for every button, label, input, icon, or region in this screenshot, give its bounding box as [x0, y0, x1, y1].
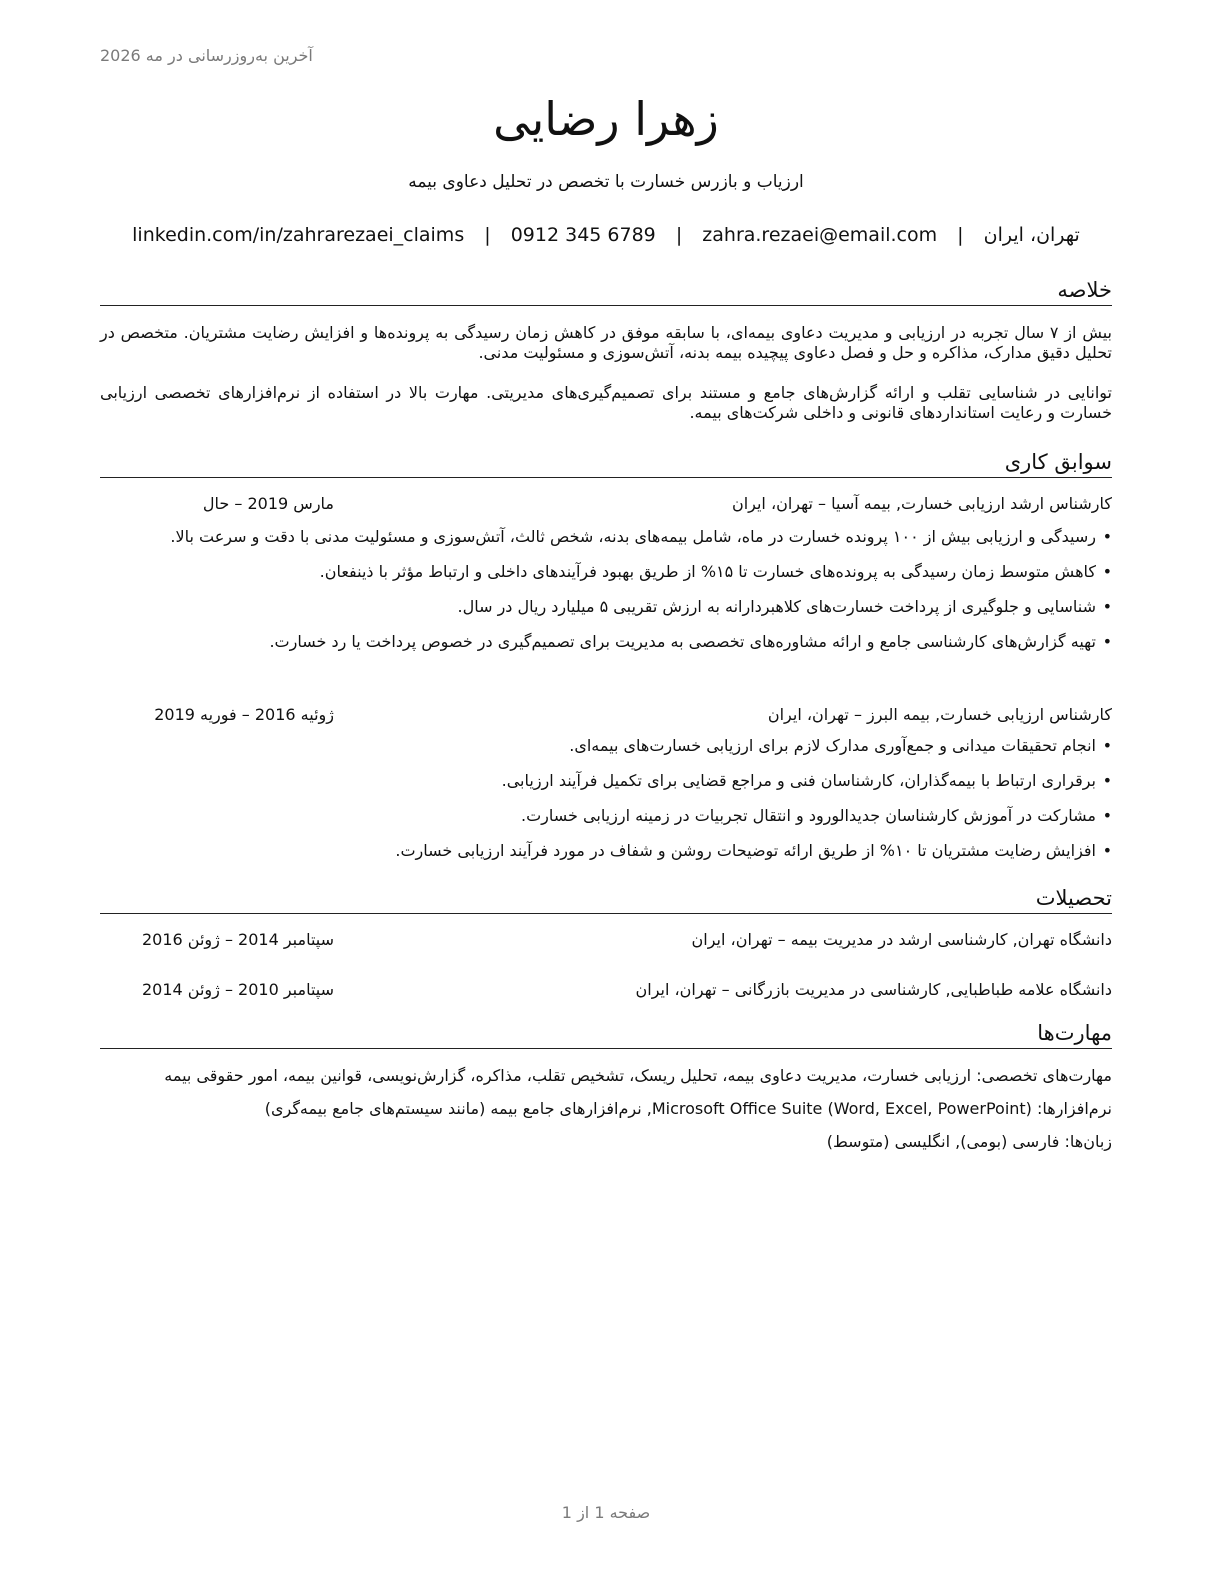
list-item: • شناسایی و جلوگیری از پرداخت خسارت‌های کلاهبردارانه به ارزش تقریبی ۵ میلیارد ریال در سال.	[100, 597, 1112, 617]
education-org: دانشگاه تهران, کارشناسی ارشد در مدیریت بیمه – تهران، ایران	[691, 930, 1112, 949]
job-bullets	[100, 527, 1112, 667]
skills-line-specialized: مهارت‌های تخصصی: ارزیابی خسارت، مدیریت دعاوی بیمه، تحلیل ریسک، تشخیص تقلب، مذاکره، گزارش‌نویسی، قوانین بیمه، امور حقوقی بیمه	[164, 1066, 1112, 1085]
list-item: • کاهش متوسط زمان رسیدگی به پرونده‌های خسارت تا ۱۵% از طریق بهبود فرآیندهای داخلی و ارتباط مؤثر با ذینفعان.	[100, 562, 1112, 582]
person-name: زهرا رضایی	[493, 92, 719, 146]
contact-separator: |	[957, 224, 964, 246]
job-row	[100, 705, 1112, 727]
job-bullets	[100, 736, 1112, 876]
job-org: کارشناس ارشد ارزیابی خسارت, بیمه آسیا – تهران، ایران	[731, 494, 1112, 513]
job-row	[100, 494, 1112, 516]
skills-list	[100, 1066, 1112, 1165]
contact-separator: |	[675, 224, 683, 246]
education-row	[100, 930, 1112, 952]
job-date: مارس 2019 – حال	[202, 494, 334, 513]
last-updated-note: آخرین به‌روزرسانی در مه 2026	[100, 46, 313, 65]
list-item: • مشارکت در آموزش کارشناسان جدیدالورود و انتقال تجربیات در زمینه ارزیابی خسارت.	[100, 806, 1112, 826]
summary-paragraph-2: توانایی در شناسایی تقلب و ارائه گزارش‌های جامع و مستند برای تصمیم‌گیری‌های مدیریتی. مهارت بالا در استفاده از نرم‌افزارهای تخصصی ارزیابی خسارت و رعایت استانداردهای قانونی و داخلی شرکت‌های بیمه.	[100, 383, 1112, 422]
skills-line-software: نرم‌افزارها: Microsoft Office Suite (Word, Excel, PowerPoint), نرم‌افزارهای جامع بیمه (مانند سیستم‌های جامع بیمه‌گری)	[264, 1099, 1112, 1118]
summary-heading: خلاصه	[100, 277, 1112, 306]
list-item: • تهیه گزارش‌های کارشناسی جامع و ارائه مشاوره‌های تخصصی به مدیریت برای تصمیم‌گیری در خصوص پرداخت یا رد خسارت.	[100, 632, 1112, 652]
page-number: صفحه 1 از 1	[561, 1503, 651, 1522]
education-heading: تحصیلات	[100, 885, 1112, 914]
job-org: کارشناس ارزیابی خسارت, بیمه البرز – تهران، ایران	[767, 705, 1112, 724]
education-row	[100, 980, 1112, 1002]
contact-linkedin[interactable]: linkedin.com/in/zahrarezaei_claims	[132, 224, 465, 246]
summary-paragraph-1: بیش از ۷ سال تجربه در ارزیابی و مدیریت دعاوی بیمه‌ای، با سابقه موفق در کاهش زمان رسیدگی به پرونده‌ها و افزایش رضایت مشتریان. متخصص در تحلیل دقیق مدارک، مذاکره و حل و فصل دعاوی پیچیده بیمه بدنه، آتش‌سوزی و مسئولیت مدنی.	[100, 323, 1112, 362]
job-date: ژوئیه 2016 – فوریه 2019	[154, 705, 334, 724]
resume-page	[100, 0, 1112, 1584]
contact-phone[interactable]: 0912 345 6789	[510, 224, 656, 246]
contact-separator: |	[484, 224, 491, 246]
contact-location: تهران، ایران	[983, 224, 1080, 246]
job-title: ارزیاب و بازرس خسارت با تخصص در تحلیل دعاوی بیمه	[408, 172, 804, 192]
list-item: • رسیدگی و ارزیابی بیش از ۱۰۰ پرونده خسارت در ماه، شامل بیمه‌های بدنه، شخص ثالث، آتش‌سوزی و مسئولیت مدنی با دقت و سرعت بالا.	[100, 527, 1112, 547]
contact-line	[100, 224, 1112, 246]
education-date: سپتامبر 2014 – ژوئن 2016	[141, 930, 334, 949]
list-item: • افزایش رضایت مشتریان تا ۱۰% از طریق ارائه توضیحات روشن و شفاف در مورد فرآیند ارزیابی خسارت.	[100, 841, 1112, 861]
education-org: دانشگاه علامه طباطبایی, کارشناسی در مدیریت بازرگانی – تهران، ایران	[635, 980, 1112, 999]
list-item: • برقراری ارتباط با بیمه‌گذاران، کارشناسان فنی و مراجع قضایی برای تکمیل فرآیند ارزیابی.	[100, 771, 1112, 791]
list-item: • انجام تحقیقات میدانی و جمع‌آوری مدارک لازم برای ارزیابی خسارت‌های بیمه‌ای.	[100, 736, 1112, 756]
experience-heading: سوابق کاری	[100, 449, 1112, 478]
skills-line-languages: زبان‌ها: فارسی (بومی), انگلیسی (متوسط)	[826, 1132, 1112, 1151]
education-date: سپتامبر 2010 – ژوئن 2014	[141, 980, 334, 999]
contact-email[interactable]: zahra.rezaei@email.com	[702, 224, 938, 246]
skills-heading: مهارت‌ها	[100, 1020, 1112, 1049]
